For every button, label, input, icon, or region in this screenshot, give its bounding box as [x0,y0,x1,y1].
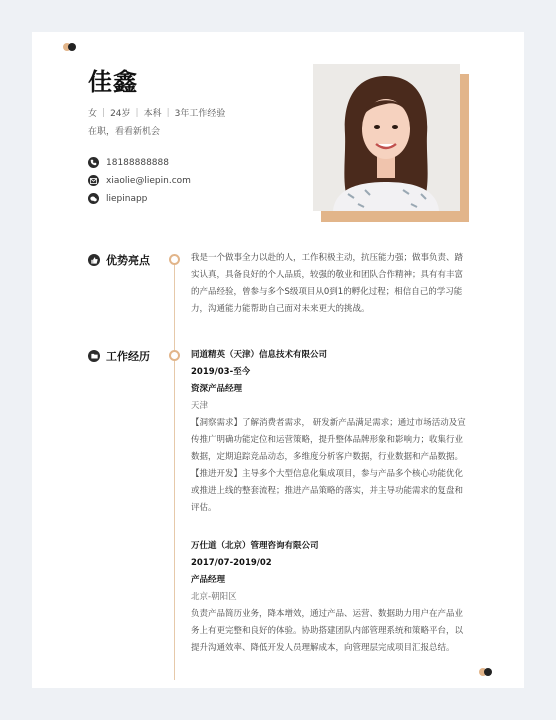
candidate-name: 佳鑫 [88,68,138,96]
age: 24岁 [110,109,131,119]
section-work-title [88,348,150,364]
job-entry [191,538,471,657]
job-entry [191,347,471,517]
job-description: 【洞察需求】了解消费者需求， 研发新产品满足需求；通过市场活动及宣传推广明确功能定位和运营策略，提升整体品牌形象和影响力；收集行业数据，定期追踪竞品动态，多维度分析客户数据，行业数据和产品数据。 [191,418,466,462]
thumbs-up-icon [88,254,100,266]
job-title: 产品经理 [191,575,226,585]
experience: 3年工作经验 [174,109,226,119]
job-status: 在职，看看新机会 [88,127,161,137]
folder-icon [88,350,100,362]
email-icon [88,175,99,186]
wechat-icon [88,193,99,204]
job-description: 【推进开发】主导多个大型信息化集成项目，参与产品多个核心功能优化或推进上线的整套流程；推进产品策略的落实，并主导功能需求的复盘和评估。 [191,469,464,513]
meta-divider: | [135,107,139,118]
job-title: 资深产品经理 [191,384,243,394]
job-period: 2017/07-2019/02 [191,558,272,568]
job-location: 北京-朝阳区 [191,592,237,602]
section-title-text: 优势亮点 [106,254,150,267]
phone-icon [88,157,99,168]
phone-number: 18188888888 [106,157,169,168]
decor-dots-bottom [479,668,492,676]
profile-meta [88,106,225,119]
job-description: 负责产品简历业务，降本增效，通过产品、运营、数据助力用户在产品业务上有更完整和良好的体验。协助搭建团队内部管理系统和策略平台，以提升沟通效率、降低开发人员理解成本，向管理层完成项目汇报总结。 [191,609,464,653]
meta-divider: | [102,107,106,118]
timeline-node [169,254,180,265]
profile-photo [313,64,460,211]
resume-page [32,32,524,688]
company-name: 同道精英（天津）信息技术有限公司 [191,350,328,360]
wechat-id: liepinapp [106,193,148,204]
contact-email[interactable] [88,175,191,186]
gender: 女 [88,109,98,119]
section-title-text: 工作经历 [106,350,150,363]
timeline-line [174,254,175,680]
company-name: 万仕道（北京）管理咨询有限公司 [191,541,319,551]
email-address: xiaolie@liepin.com [106,175,191,186]
education: 本科 [143,109,162,119]
contact-phone[interactable] [88,157,169,168]
job-period: 2019/03-至今 [191,367,251,377]
contact-wechat[interactable] [88,193,147,204]
job-location: 天津 [191,401,209,411]
meta-divider: | [166,107,170,118]
highlights-text: 我是一个做事全力以赴的人，工作积极主动，抗压能力强；做事负责、踏实认真，具备良好的个人品质，较强的敬业和团队合作精神；具有有丰富的产品经验，曾参与多个S级项目从0到1的孵化过程；相信自己的学习能力，沟通能力能帮助自己面对未来更大的挑战。 [191,253,464,314]
timeline-node [169,350,180,361]
section-highlights-title [88,252,150,268]
decor-dots-top [63,43,76,51]
